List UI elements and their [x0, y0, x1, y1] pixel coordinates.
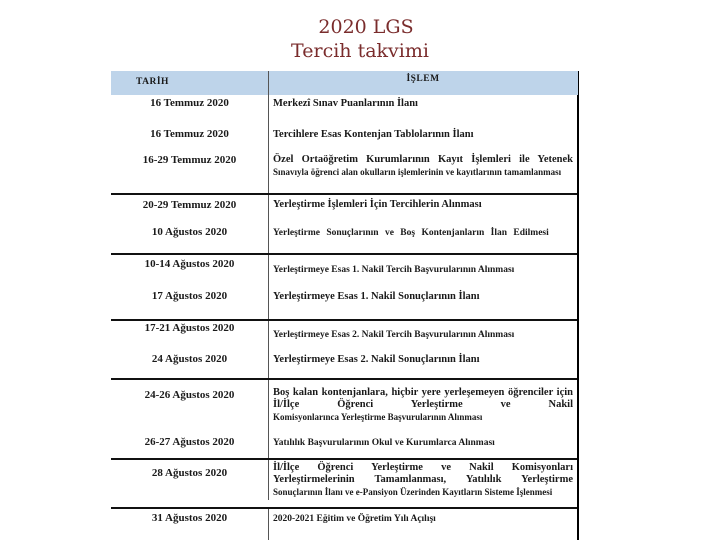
- row-operation-line1: Özel Ortaöğretim Kurumlarının Kayıt İşlemleri ile Yetenek: [273, 154, 573, 165]
- row-date: 31 Ağustos 2020: [151, 512, 228, 524]
- row-operation: Yerleştirmeye Esas 1. Nakil Sonuçlarının İlanı: [273, 291, 480, 302]
- row-operation: Yatılılık Başvurularının Okul ve Kurumlarca Alınması: [273, 438, 495, 448]
- row-date: 24 Ağustos 2020: [151, 353, 228, 365]
- row-operation-line2: Komisyonlarınca Yerleştirme Başvurularının Alınması: [273, 412, 483, 422]
- row-date: 17-21 Ağustos 2020: [144, 322, 235, 334]
- row-date: 16-29 Temmuz 2020: [142, 154, 237, 166]
- row-date: 26-27 Ağustos 2020: [144, 436, 235, 448]
- row-operation: [273, 154, 573, 178]
- row-operation: 2020-2021 Eğitim ve Öğretim Yılı Açılışı: [273, 514, 436, 524]
- row-operation: [273, 462, 573, 498]
- row-operation-line1: Boş kalan kontenjanlara, hiçbir yere yerleşemeyen öğrenciler için İl/İlçe Öğrenci Yerleştirme ve Nakil: [273, 387, 573, 410]
- row-operation: Yerleştirmeye Esas 2. Nakil Tercih Başvurularının Alınması: [273, 330, 515, 340]
- page-title-line2: Tercih takvimi: [291, 40, 429, 62]
- row-divider: [111, 378, 577, 380]
- row-date: 24-26 Ağustos 2020: [144, 389, 235, 401]
- row-divider: [111, 458, 577, 460]
- row-operation: Tercihlere Esas Kontenjan Tablolarının İlanı: [273, 129, 474, 140]
- row-date: 10-14 Ağustos 2020: [144, 258, 235, 270]
- table-header: [111, 71, 578, 95]
- row-operation: Yerleştirme İşlemleri İçin Tercihlerin Alınması: [273, 199, 482, 210]
- row-operation: Yerleştirme Sonuçlarının ve Boş Kontenjanların İlan Edilmesi: [273, 228, 549, 238]
- row-operation-line2: Sonuçlarının İlanı ve e-Pansiyon Üzerinden Kayıtların Sisteme İşlenmesi: [273, 487, 553, 497]
- row-date: 16 Temmuz 2020: [150, 97, 229, 109]
- row-operation: Yerleştirmeye Esas 1. Nakil Tercih Başvurularının Alınması: [273, 265, 515, 275]
- row-divider: [111, 253, 577, 255]
- row-date: 17 Ağustos 2020: [151, 290, 228, 302]
- row-operation: Yerleştirmeye Esas 2. Nakil Sonuçlarının İlanı: [273, 354, 480, 365]
- row-divider: [111, 507, 577, 509]
- row-divider: [111, 193, 577, 195]
- row-operation-line2: Sınavıyla öğrenci alan okulların işlemlerinin ve kayıtlarının tamamlanması: [273, 167, 562, 177]
- row-date: 16 Temmuz 2020: [150, 128, 229, 140]
- row-operation: Merkezî Sınav Puanlarının İlanı: [273, 98, 418, 109]
- row-operation-line1: İl/İlçe Öğrenci Yerleştirme ve Nakil Komisyonları Yerleştirmelerinin Tamamlanması, Yatılılık Yerleştirme: [273, 462, 573, 485]
- header-date: TARİH: [136, 77, 169, 87]
- header-operation: İŞLEM: [406, 74, 440, 84]
- row-date: 20-29 Temmuz 2020: [142, 199, 237, 211]
- column-divider: [268, 71, 269, 500]
- column-divider: [268, 508, 269, 540]
- schedule-table: [111, 71, 579, 540]
- page-title-line1: 2020 LGS: [318, 16, 414, 38]
- row-date: 28 Ağustos 2020: [151, 467, 228, 479]
- row-divider: [111, 319, 577, 321]
- row-operation: [273, 387, 573, 423]
- row-date: 10 Ağustos 2020: [151, 226, 228, 238]
